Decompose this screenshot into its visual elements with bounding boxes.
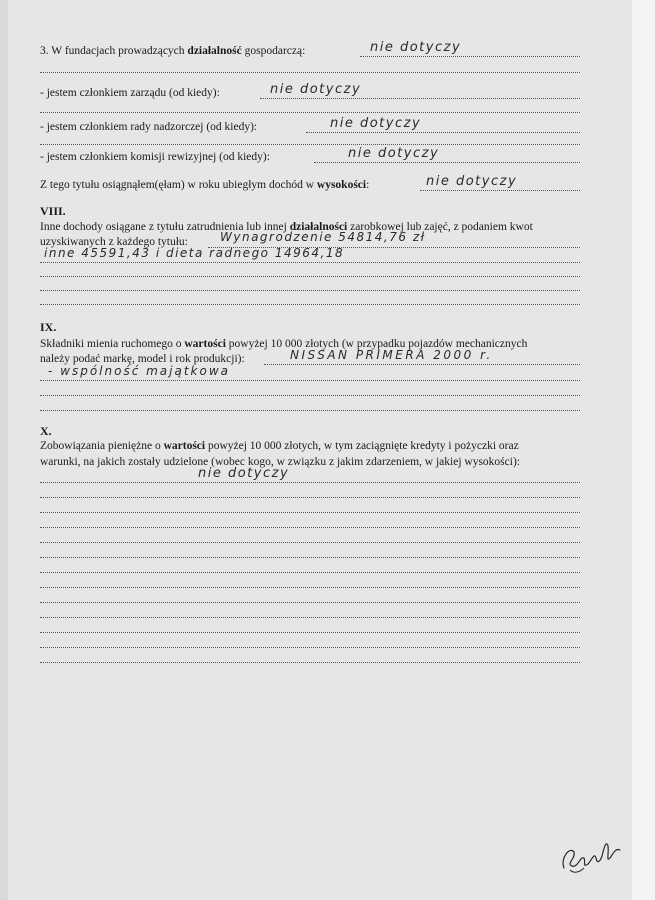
dotted-line <box>40 380 580 381</box>
dotted-line <box>40 72 580 73</box>
dotted-line <box>40 512 580 513</box>
rada-answer: nie dotyczy <box>330 116 422 131</box>
komisja-label: - jestem członkiem komisji rewizyjnej (od kiedy): <box>40 151 270 163</box>
dotted-line <box>314 162 580 163</box>
dotted-line <box>40 276 580 277</box>
dotted-line <box>40 395 580 396</box>
dotted-line <box>40 632 580 633</box>
dotted-line <box>40 542 580 543</box>
dotted-line <box>40 304 580 305</box>
section-ix-line2: należy podać markę, model i rok produkcji): <box>40 353 245 365</box>
dotted-line <box>40 602 580 603</box>
dotted-line <box>40 112 580 113</box>
section-x-header: X. <box>40 424 52 438</box>
handwritten-signature-icon <box>556 828 626 878</box>
section-viii-header: VIII. <box>40 204 66 218</box>
section-viii-line2: uzyskiwanych z każdego tytułu: <box>40 236 188 248</box>
dotted-line <box>40 557 580 558</box>
zarzad-label: - jestem członkiem zarządu (od kiedy): <box>40 87 220 99</box>
dotted-line <box>40 662 580 663</box>
section-x-line1: Zobowiązania pieniężne o wartości powyżej 10 000 złotych, w tym zaciągnięte kredyty i pożyczki oraz <box>40 440 519 452</box>
dochod-label: Z tego tytułu osiągnąłem(ęłam) w roku ubiegłym dochód w wysokości: <box>40 179 370 191</box>
item3-label: 3. W fundacjach prowadzących działalność gospodarczą: <box>40 45 306 57</box>
dotted-line <box>40 290 580 291</box>
zarzad-answer: nie dotyczy <box>270 82 362 97</box>
dotted-line <box>40 617 580 618</box>
section-x-answer1: nie dotyczy <box>198 466 290 481</box>
section-ix-answer2: - wspólność majątkowa <box>48 364 231 378</box>
dotted-line <box>420 190 580 191</box>
rada-label: - jestem członkiem rady nadzorczej (od kiedy): <box>40 121 258 133</box>
section-ix-header: IX. <box>40 320 57 334</box>
section-ix-answer1: NISSAN PRIMERA 2000 r. <box>290 348 493 362</box>
page-edge <box>632 0 655 900</box>
section-viii-answer2: inne 45591,43 i dieta radnego 14964,18 <box>44 246 345 260</box>
dotted-line <box>40 587 580 588</box>
dotted-line <box>40 144 580 145</box>
dotted-line <box>260 98 580 99</box>
item3-answer: nie dotyczy <box>370 40 462 55</box>
komisja-answer: nie dotyczy <box>348 146 440 161</box>
section-ix-line1: Składniki mienia ruchomego o wartości powyżej 10 000 złotych (w przypadku pojazdów mechanicznych <box>40 338 528 350</box>
dotted-line <box>40 647 580 648</box>
dotted-line <box>40 572 580 573</box>
dotted-line <box>360 56 580 57</box>
dotted-line <box>40 527 580 528</box>
dotted-line <box>40 262 580 263</box>
dotted-line <box>40 497 580 498</box>
dotted-line <box>264 364 580 365</box>
section-viii-line1: Inne dochody osiągane z tytułu zatrudnienia lub innej działalności zarobkowej lub zajęć, z podaniem kwot <box>40 221 533 233</box>
section-viii-answer1: Wynagrodzenie 54814,76 zł <box>220 230 426 244</box>
dotted-line <box>40 482 580 483</box>
dotted-line <box>40 410 580 411</box>
document-page <box>8 0 632 900</box>
dochod-answer: nie dotyczy <box>426 174 518 189</box>
section-x-line2: warunki, na jakich zostały udzielone (wobec kogo, w związku z jakim zdarzeniem, w jakiej wysokości): <box>40 456 520 468</box>
dotted-line <box>306 132 580 133</box>
